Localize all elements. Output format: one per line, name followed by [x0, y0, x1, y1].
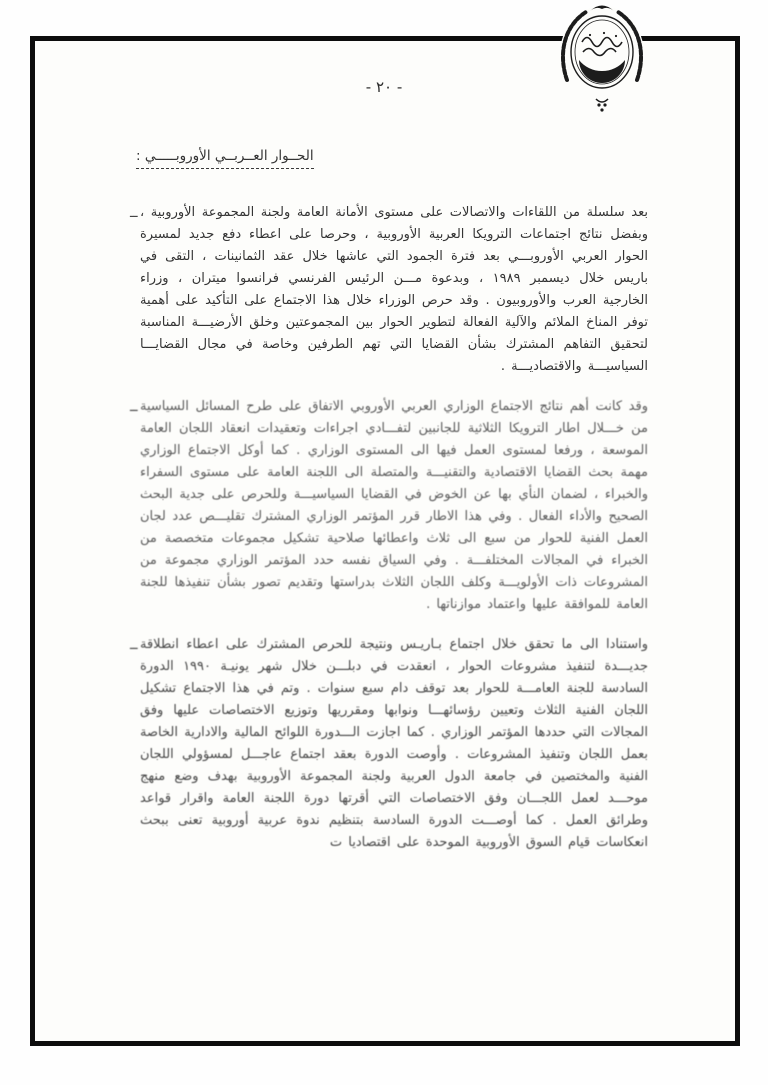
paragraph-dash: ــ [130, 638, 138, 653]
paragraph-dash: ــ [130, 400, 138, 415]
paragraph-text: واستنادا الى ما تحقق خلال اجتماع بـاريـس ونتيجة للحرص المشترك على اعطاء انطلاقة جديـــدة لتنفيذ مشروعات الحوار ، انعقدت في دبلـــن خلال شهر يونيـة ١٩٩٠ الدورة السادسة للجنة العامـــة للحوار بعد توقف دام سبع سنوات . وتم في هذا الاجتماع تشكيل اللجان الفنية الثلاث وتعيين رؤسائهـــا ونوابها ومقرريها وتوزيع الاختصاصات عليها وفق المجالات التي حددها المؤتمر الوزاري . كما اجازت الـــدورة اللوائح المالية والادارية الخاصة بعمل اللجان وتنفيذ المشروعات . وأوصت الدورة بعقد اجتماع عاجـــل لمسؤولي اللجان الفنية والمختصين في جامعة الدول العربية ولجنة المجموعة الأوروبية بهدف وضع منهج موحـــد لعمل اللجـــان وفق الاختصاصات التي أقرتها دورة اللجنة العامة واقرار قواعد وطرائق العمل . كما أوصـــت الدورة السادسة بتنظيم ندوة عربية أوروبية تعنى ببحث انعكاسات قيام السوق الأوروبية الموحدة على اقتصاديا ت [140, 637, 648, 850]
page-number: - ٢٠ - [365, 78, 403, 96]
paragraph [130, 202, 648, 378]
paragraph [130, 396, 648, 616]
section-heading-text: الحــوار العــربــي الأوروبـــــي : [136, 148, 314, 169]
paragraph-text: وقد كانت أهم نتائج الاجتماع الوزاري العربي الأوروبي الاتفاق على طرح المسائل السياسية من خـــلال اطار الترويكا الثلاثية للجانبين لتفـــادي اجراءات وتعقيدات انعقاد اللجان العامة الموسعة ، ورفعا لمستوى العمل فيها الى المستوى الوزاري . كما أوكل الاجتماع الوزاري مهمة بحث القضايا الاقتصادية والتقنيـــة والمتصلة الى اللجنة العامة على مستوى السفراء والخبراء ، لضمان النأي بها عن الخوض في القضايا السياسيـــة وللحرص على جدية البحث الصحيح والأداء الفعال . وفي هذا الاطار قرر المؤتمر الوزاري المشترك تقليـــص عدد لجان العمل الفنية للحوار من سبع الى ثلاث واعطائها صلاحية تشكيل مجموعات متخصصة من الخبراء في المجالات المختلفـــة . وفي السياق نفسه حدد المؤتمر الوزاري مجموعة من المشروعات ذات الأولويـــة وكلف اللجان الثلاث بدراستها وتقديم تصور بشأن تنفيذها للجنة العامة للموافقة عليها واعتماد موازناتها . [140, 399, 648, 612]
arab-league-seal [552, 2, 652, 114]
paragraph-text: بعد سلسلة من اللقاءات والاتصالات على مستوى الأمانة العامة ولجنة المجموعة الأوروبية ، وبفضل نتائج اجتماعات الترويكا العربية الأوروبية ، وحرصا على اعطاء دفع جديد لمسيرة الحوار العربي الأوروبـــي بعد فترة الجمود التي عاشها خلال عقد الثمانينات ، التقى في باريس خلال ديسمبر ١٩٨٩ ، وبدعوة مـــن الرئيس الفرنسي فرانسوا ميتران ، وزراء الخارجية العرب والأوروبيون . وقد حرص الوزراء خلال هذا الاجتماع على التأكيد على أهمية توفر المناخ الملائم والآلية الفعالة لتطوير الحوار بين المجموعتين وخلق الأرضيـــة المناسبة لتحقيق التفاهم المشترك بشأن القضايا التي تهم الطرفين وخاصة في مجال القضايـــا السياسيـــة والاقتصاديـــة . [140, 205, 648, 374]
section-heading [136, 148, 314, 169]
document-body [130, 202, 648, 872]
paragraph [130, 634, 648, 854]
paragraph-dash: ــ [130, 206, 138, 221]
